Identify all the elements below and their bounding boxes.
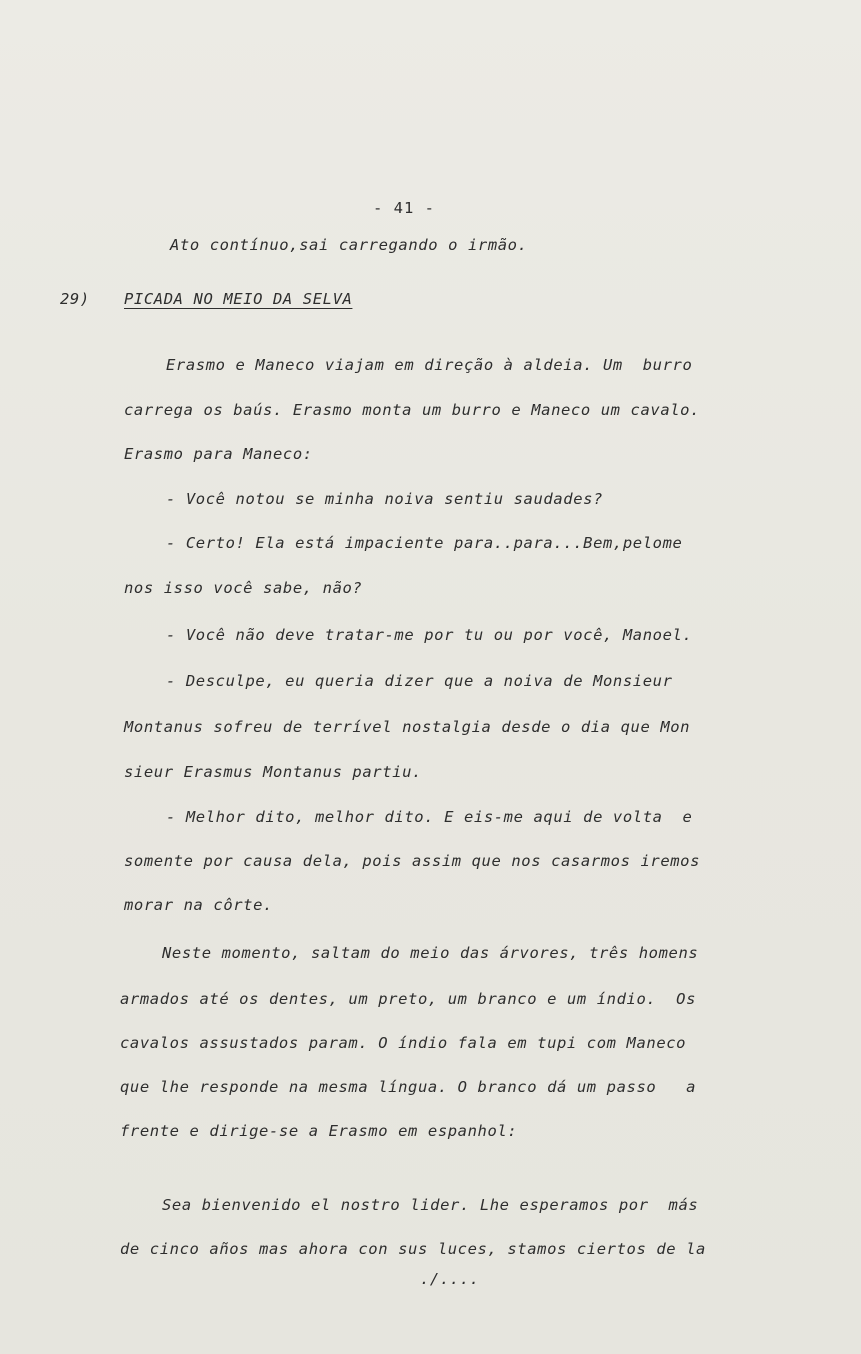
text-line: frente e dirige-se a Erasmo em espanhol:: [120, 1122, 518, 1140]
text-line: Ato contínuo,sai carregando o irmão.: [170, 236, 528, 254]
text-line: nos isso você sabe, não?: [124, 579, 363, 597]
text-line: armados até os dentes, um preto, um branco e um índio. Os: [120, 990, 697, 1008]
text-line: cavalos assustados param. O índio fala em tupi com Maneco: [120, 1034, 687, 1052]
scene-number: 29): [60, 290, 90, 308]
text-line: Erasmo e Maneco viajam em direção à aldeia. Um burro: [166, 356, 693, 374]
text-line: morar na côrte.: [124, 896, 273, 914]
text-line: somente por causa dela, pois assim que nos casarmos iremos: [124, 852, 701, 870]
text-line: de cinco años mas ahora con sus luces, stamos ciertos de la: [120, 1240, 706, 1258]
text-line: Sea bienvenido el nostro lider. Lhe esperamos por más: [162, 1196, 699, 1214]
text-line: Erasmo para Maneco:: [124, 445, 313, 463]
dialogue-line: - Desculpe, eu queria dizer que a noiva de Monsieur: [166, 672, 673, 690]
dialogue-line: - Você não deve tratar-me por tu ou por você, Manoel.: [166, 626, 693, 644]
dialogue-line: - Certo! Ela está impaciente para..para...Bem,pelome: [166, 534, 683, 552]
text-line: sieur Erasmus Montanus partiu.: [124, 763, 422, 781]
text-line: Neste momento, saltam do meio das árvores, três homens: [162, 944, 699, 962]
scene-title: PICADA NO MEIO DA SELVA: [124, 290, 353, 308]
text-line: Montanus sofreu de terrível nostalgia desde o dia que Mon: [124, 718, 691, 736]
text-line: que lhe responde na mesma língua. O branco dá um passo a: [120, 1078, 697, 1096]
dialogue-line: - Você notou se minha noiva sentiu saudades?: [166, 490, 603, 508]
dialogue-line: - Melhor dito, melhor dito. E eis-me aqui de volta e: [166, 808, 693, 826]
continuation-mark: ./....: [420, 1270, 480, 1288]
page-number: - 41 -: [373, 199, 435, 217]
text-line: carrega os baús. Erasmo monta um burro e Maneco um cavalo.: [124, 401, 701, 419]
